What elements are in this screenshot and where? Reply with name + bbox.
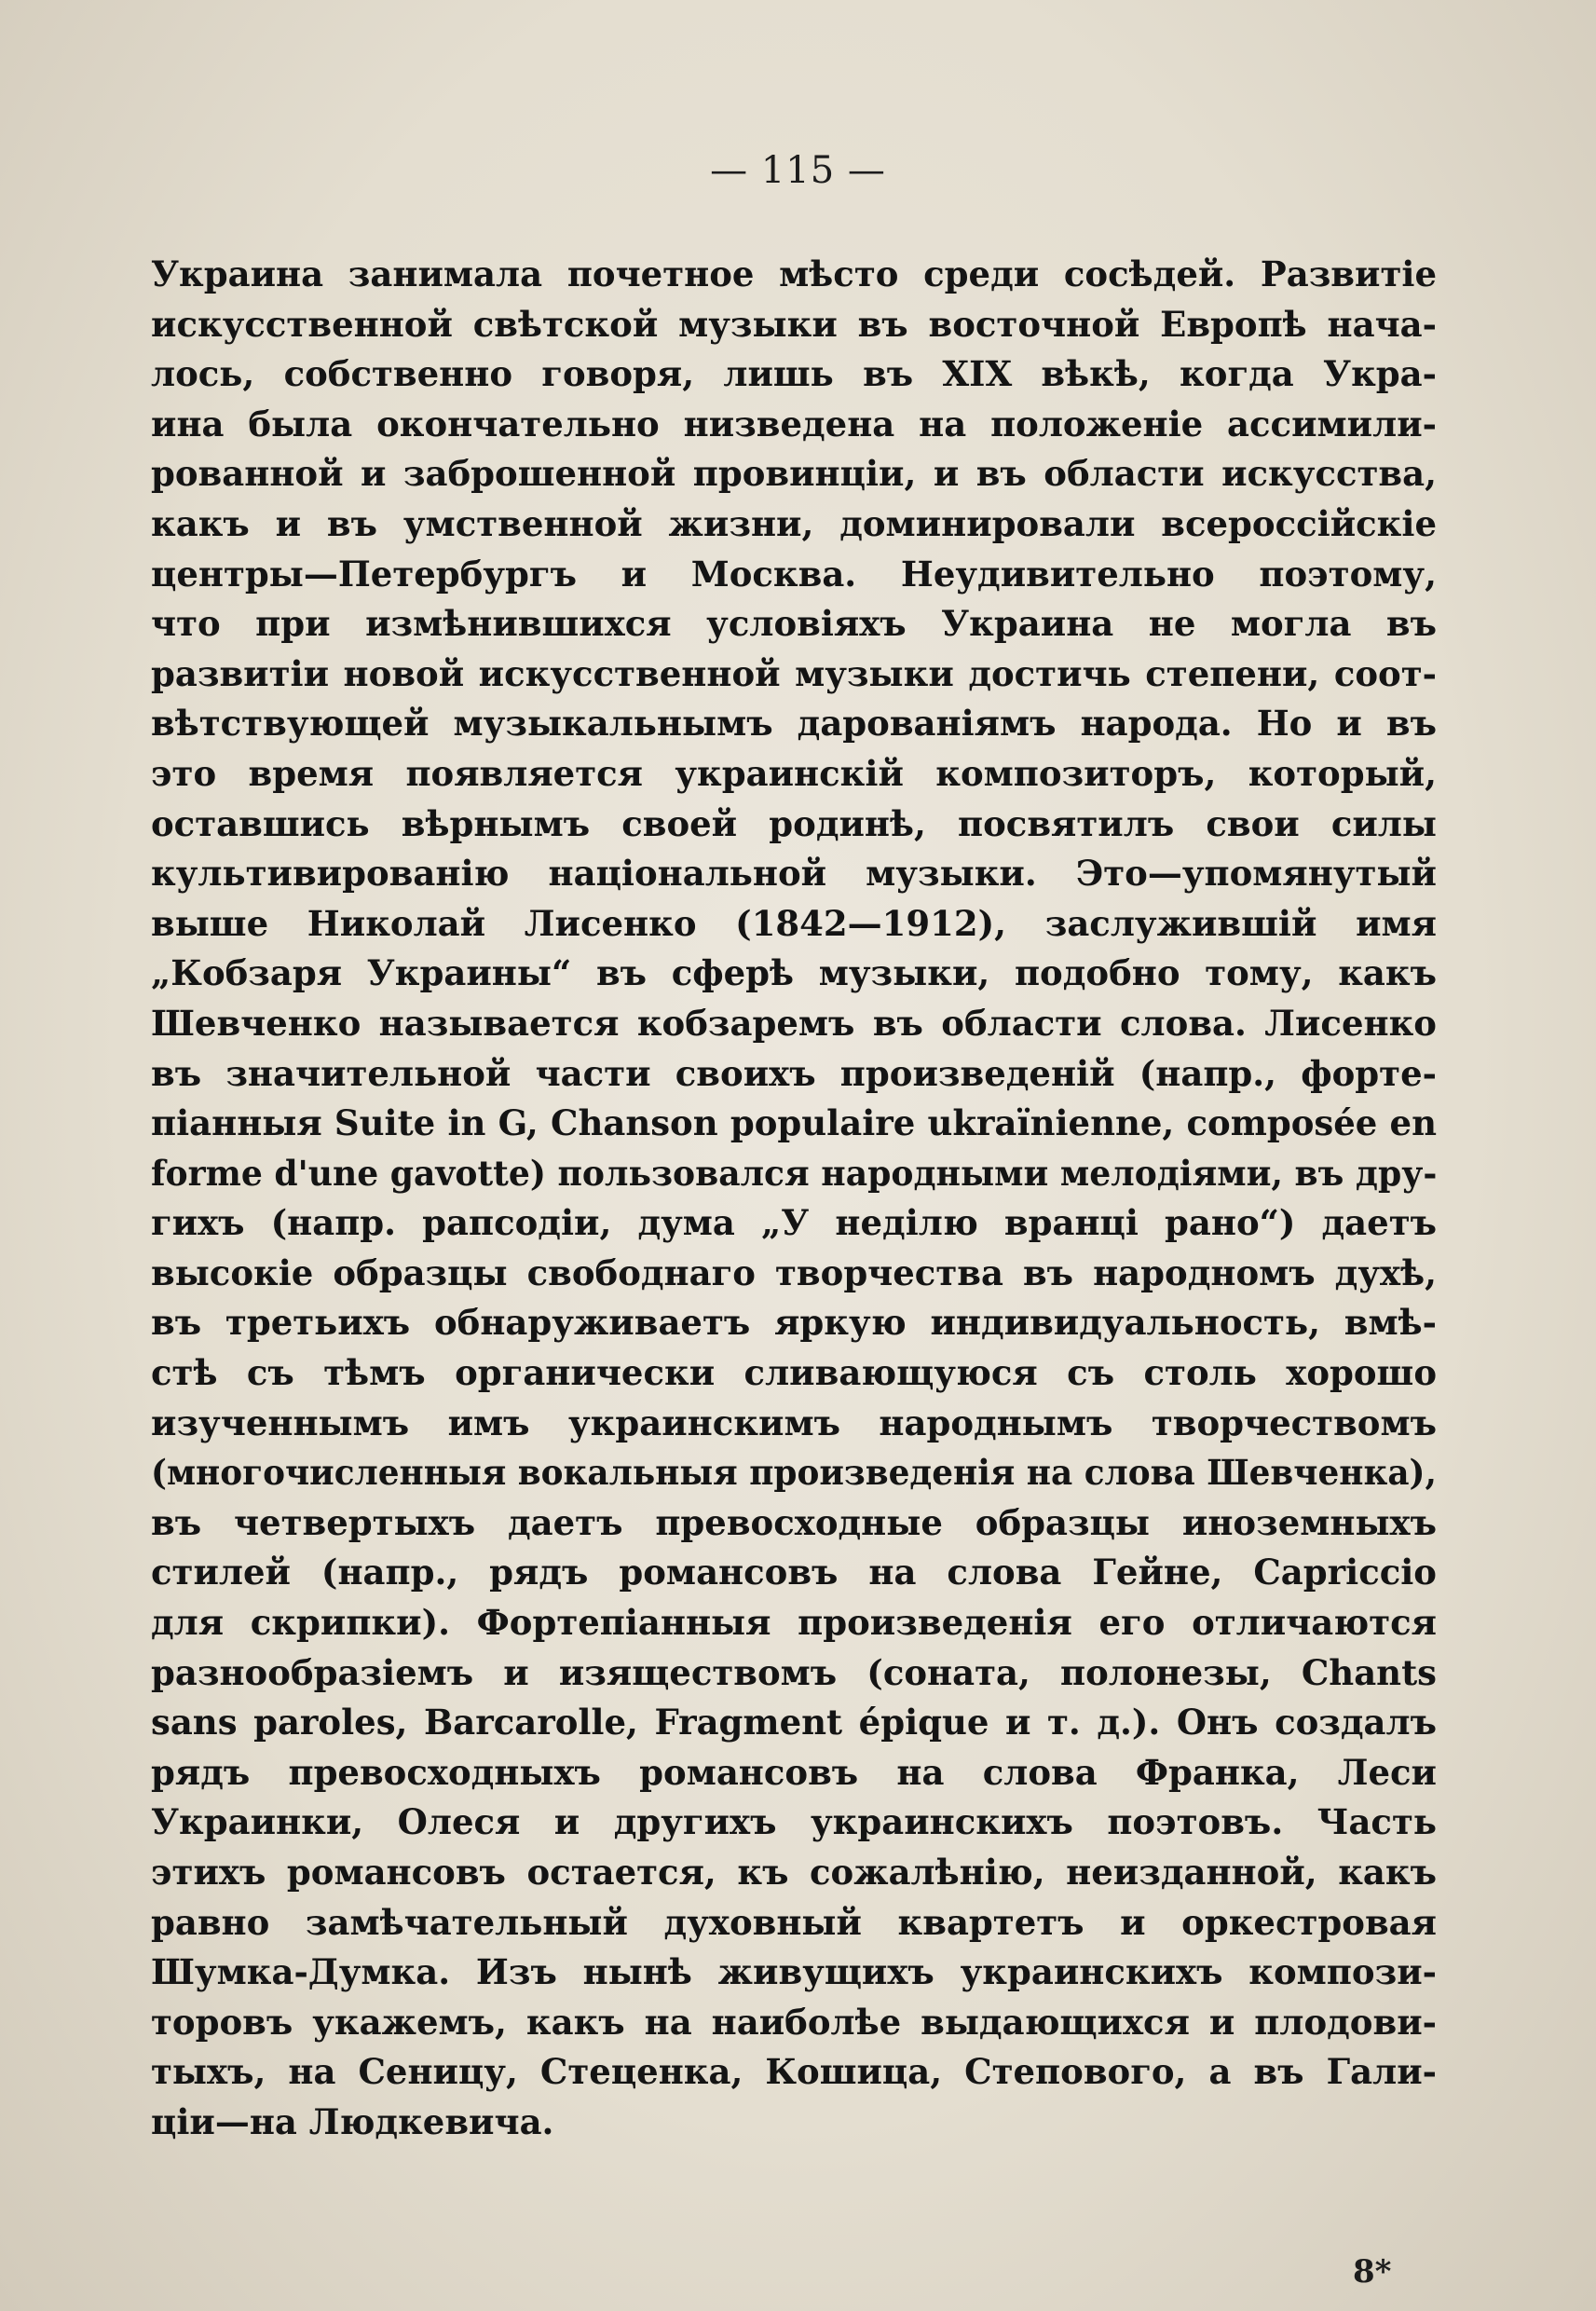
text-line: этихъ романсовъ остается, къ сожалѣнію, неизданной, какъ [151,1852,1437,1893]
text-line: искусственной свѣтской музыки въ восточной Европѣ нача- [151,303,1437,345]
text-line: въ четвертыхъ даетъ превосходные образцы иноземныхъ [151,1501,1437,1543]
text-line: sans paroles, Barcarolle, Fragment épique и т. д.). Онъ создалъ [151,1702,1437,1744]
text-line: выше Николай Лисенко (1842—1912), заслужившій имя [151,902,1437,944]
text-line: (многочисленныя вокальныя произведенія на слова Шевченка), [151,1452,1437,1494]
text-line: въ значительной части своихъ произведеній (напр., форте- [151,1052,1437,1094]
text-line: ціи—на Людкевича. [151,2100,554,2142]
text-line: центры—Петербургъ и Москва. Неудивительно поэтому, [151,553,1437,595]
text-line: для скрипки). Фортепіанныя произведенія его отличаются [151,1602,1437,1644]
text-line: Шевченко называется кобзаремъ въ области слова. Лисенко [151,1002,1437,1044]
text-line: Шумка-Думка. Изъ нынѣ живущихъ украинскихъ компози- [151,1951,1437,1993]
text-line: вѣтствующей музыкальнымъ дарованіямъ народа. Но и въ [151,703,1437,745]
text-line: культивированію національной музыки. Это—упомянутый [151,853,1437,895]
page-number: — 115 — [710,149,886,192]
text-line: развитіи новой искусственной музыки достичь степени, соот- [151,652,1437,694]
text-line: Украинки, Олеся и другихъ украинскихъ поэтовъ. Часть [151,1801,1437,1843]
text-line: разнообразіемъ и изяществомъ (соната, полонезы, Chants [151,1651,1437,1693]
text-line: высокіе образцы свободнаго творчества въ народномъ духѣ, [151,1251,1437,1293]
text-line: что при измѣнившихся условіяхъ Украина не могла въ [151,603,1437,645]
text-line: піанныя Suite in G, Chanson populaire ukraïnienne, composée en [151,1102,1437,1144]
text-line: оставшись вѣрнымъ своей родинѣ, посвятилъ свои силы [151,802,1437,844]
text-line: гихъ (напр. рапсодіи, дума „У неділю вранці рано“) даетъ [151,1202,1437,1244]
text-line: какъ и въ умственной жизни, доминировали всероссійскіе [151,502,1437,544]
text-line: тыхъ, на Сеницу, Стеценка, Кошица, Степового, а въ Гали- [151,2051,1437,2093]
text-line: рядъ превосходныхъ романсовъ на слова Франка, Леси [151,1751,1437,1793]
text-line: ина была окончательно низведена на положеніе ассимили- [151,403,1437,444]
text-line: рованной и заброшенной провинціи, и въ области искусства, [151,453,1437,495]
text-line: торовъ укажемъ, какъ на наиболѣе выдающихся и плодови- [151,2001,1437,2043]
body-text [151,250,1437,2148]
text-line: Украина занимала почетное мѣсто среди сосѣдей. Развитіе [151,253,1437,294]
text-line: равно замѣчательный духовный квартетъ и оркестровая [151,1901,1437,1943]
signature-mark: 8* [1353,2253,1392,2290]
text-line: изученнымъ имъ украинскимъ народнымъ творчествомъ [151,1402,1437,1443]
text-line: лось, собственно говоря, лишь въ XIX вѣкѣ, когда Укра- [151,353,1437,395]
text-line: стилей (напр., рядъ романсовъ на слова Гейне, Capriccio [151,1552,1437,1593]
text-line: стѣ съ тѣмъ органически сливающуюся съ столь хорошо [151,1352,1437,1394]
text-line: „Кобзаря Украины“ въ сферѣ музыки, подобно тому, какъ [151,952,1437,994]
text-line: въ третьихъ обнаруживаетъ яркую индивидуальность, вмѣ- [151,1302,1437,1344]
text-line: forme d'une gavotte) пользовался народными мелодіями, въ дру- [151,1152,1438,1194]
text-line: это время появляется украинскій композиторъ, который, [151,752,1437,794]
